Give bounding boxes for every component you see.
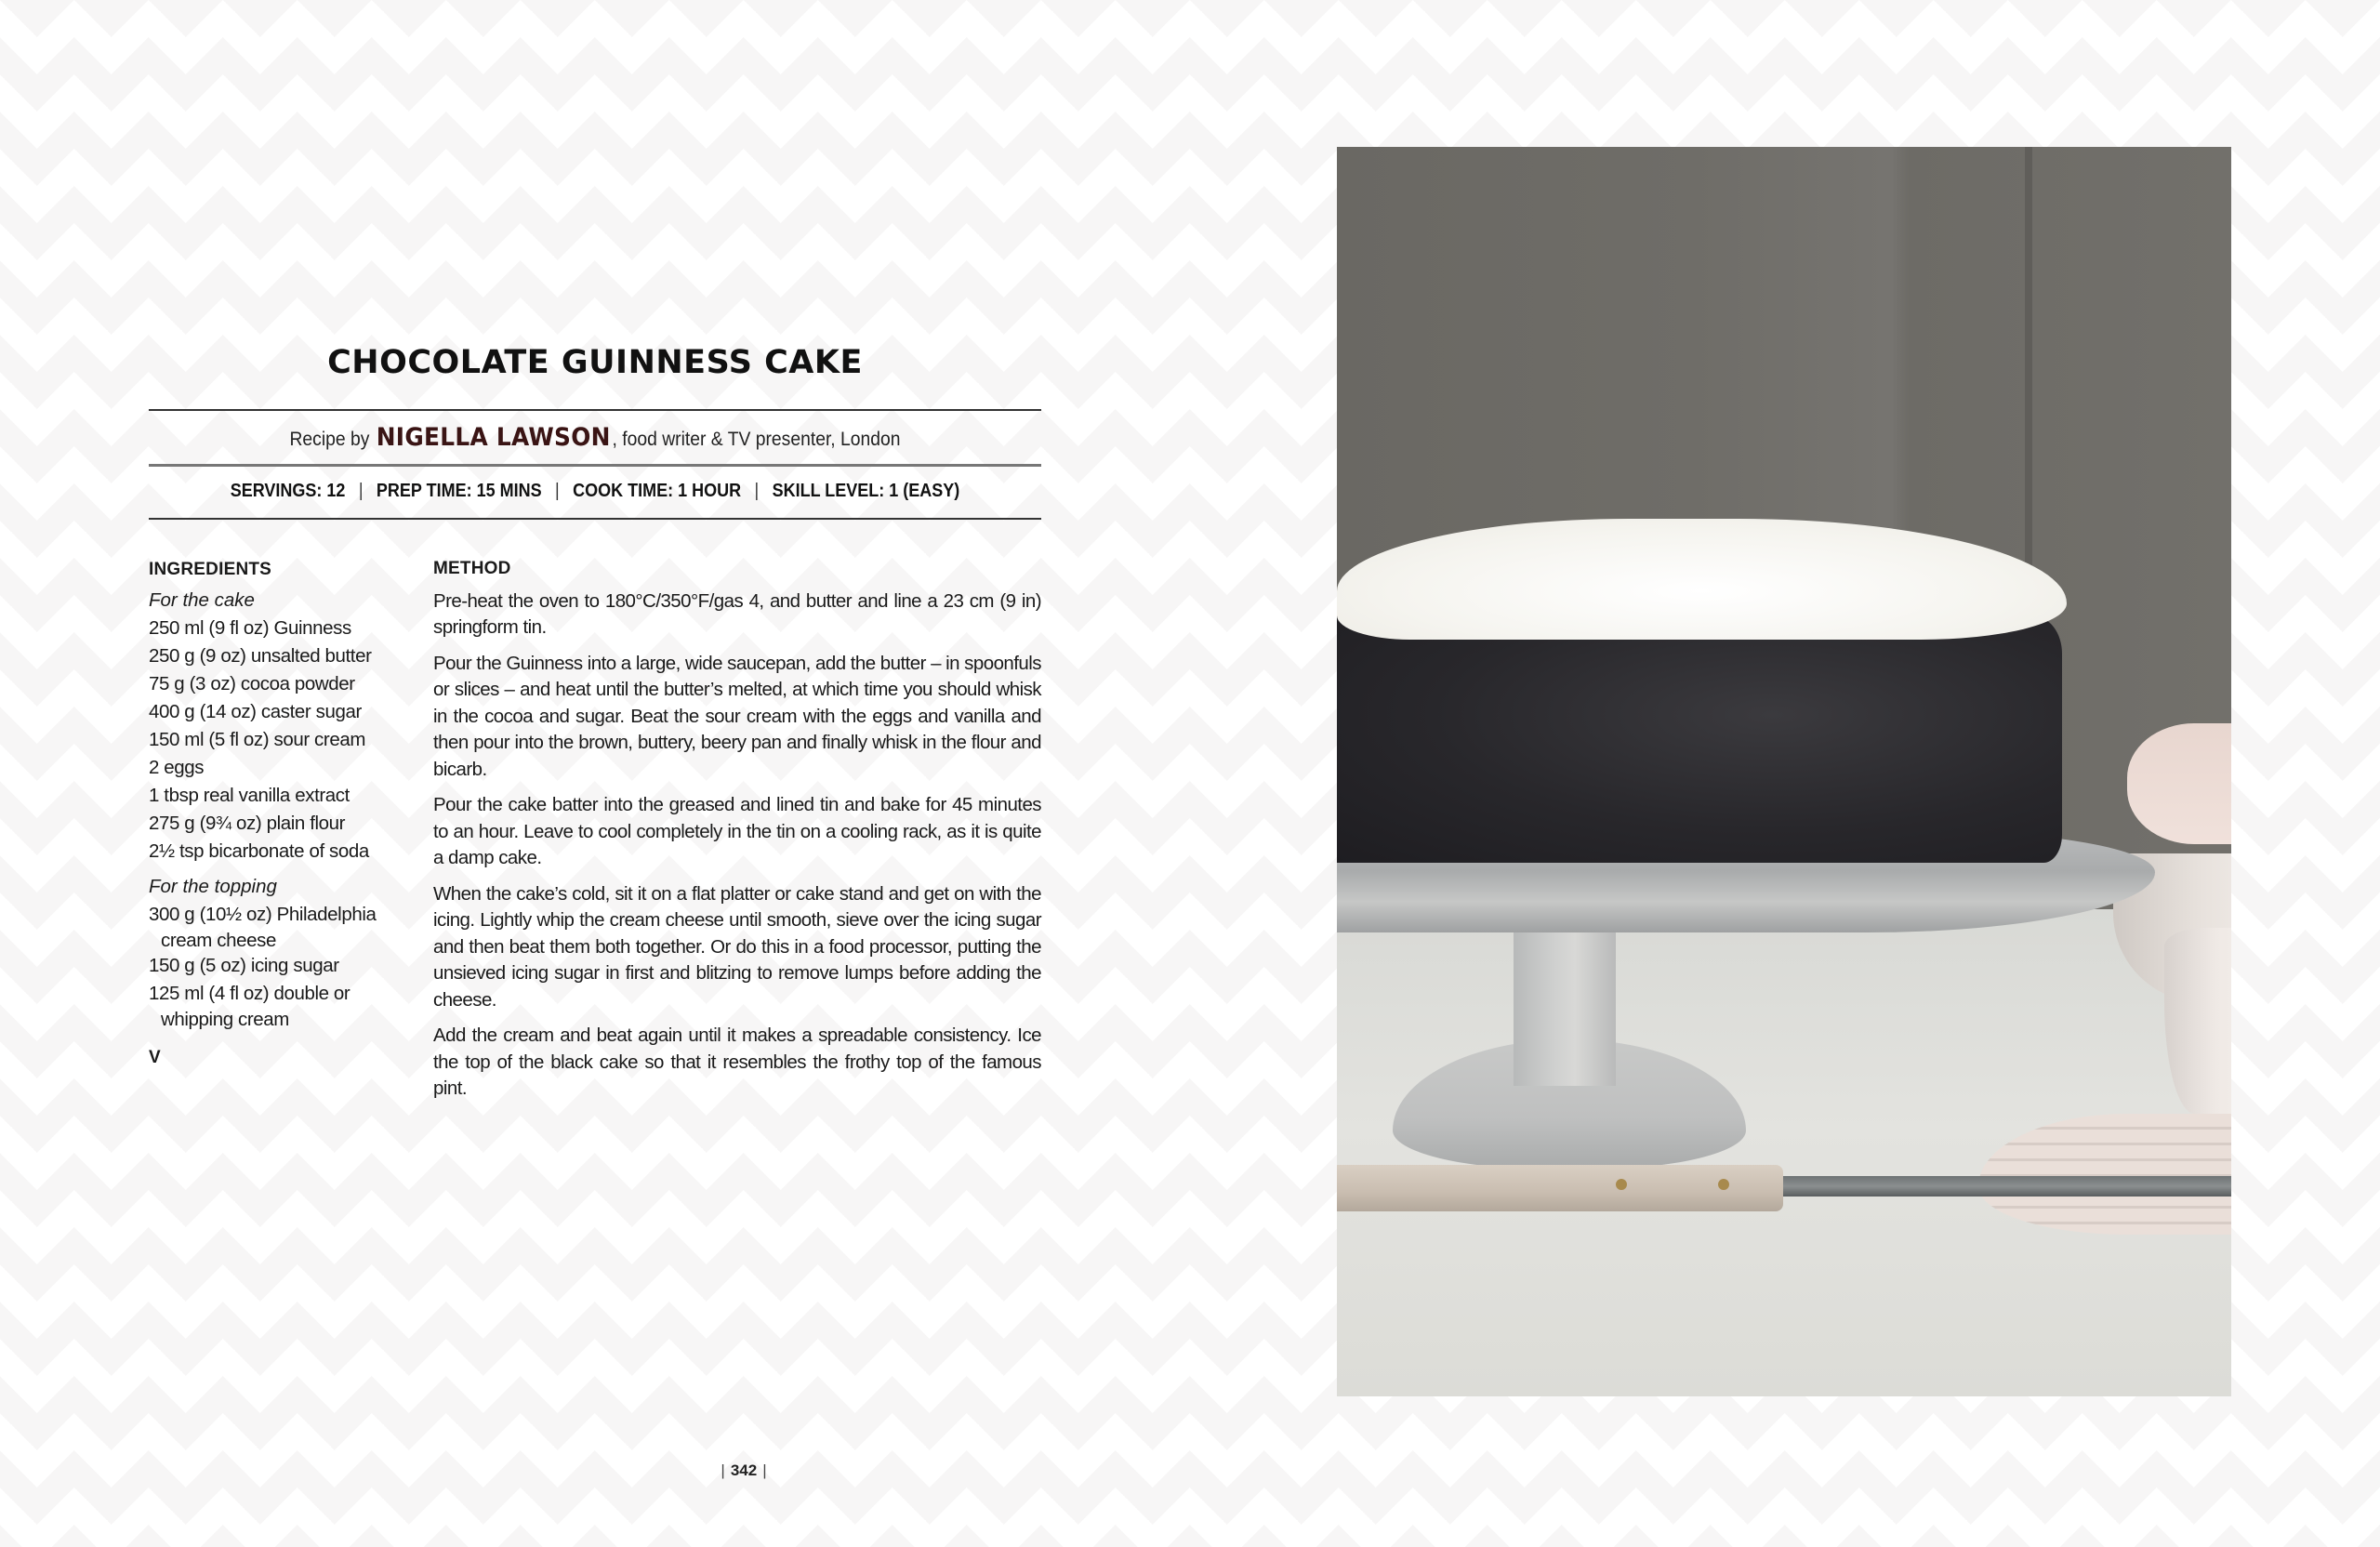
spacer: [149, 866, 409, 873]
page-number: [707, 1461, 781, 1480]
photo-chocolate-cake: [1337, 616, 2062, 863]
cake-photo: [1337, 147, 2231, 1396]
servings: SERVINGS: 12: [230, 481, 346, 501]
recipe-title: CHOCOLATE GUINNESS CAKE: [327, 344, 863, 381]
ingredient-item: 275 g (9¾ oz) plain flour: [149, 813, 346, 834]
divider-top: [149, 409, 1041, 411]
method-section: [433, 556, 1041, 1112]
photo-cake-stand-stem: [1514, 928, 1616, 1086]
recipe-byline: [184, 423, 1005, 452]
ingredient-item: 250 g (9 oz) unsalted butter: [149, 645, 372, 667]
meta-separator: |: [358, 481, 364, 501]
page-number-value: 342: [730, 1461, 758, 1479]
ingredient-item: 1 tbsp real vanilla extract: [149, 785, 350, 806]
vegetarian-mark: V: [149, 1048, 161, 1067]
skill-level: SKILL LEVEL: 1 (EASY): [772, 481, 960, 501]
ingredient-item: [149, 980, 409, 1031]
byline-suffix: , food writer & TV presenter, London: [612, 429, 901, 450]
ingredient-item: 400 g (14 oz) caster sugar: [149, 701, 362, 722]
photo-knife-handle: [1337, 1165, 1783, 1211]
method-step: Pour the Guinness into a large, wide saucepan, add the butter – in spoonfuls or slices – and heat until the butter’s melted, at which time you should whisk in the cocoa and sugar. Beat the sour cream with the eggs and vanilla and then pour into the brown, buttery, beery pan and finally whisk in the flour and bicarb.: [433, 652, 1041, 780]
topping-subheading: For the topping: [149, 876, 277, 897]
method-step: When the cake’s cold, sit it on a flat platter or cake stand and get on with the icing. Lightly whip the cream cheese until smooth, sieve over the icing sugar and then beat them both together. Or do this in a food processor, putting the unsieved icing sugar in first and blitzing to remove lumps before adding the cheese.: [433, 882, 1041, 1011]
meta-separator: |: [555, 481, 560, 501]
method-heading: METHOD: [433, 559, 511, 578]
cake-subheading: For the cake: [149, 589, 255, 611]
method-step: Pre-heat the oven to 180°C/350°F/gas 4, and butter and line a 23 cm (9 in) springform tin.: [433, 589, 1041, 638]
method-step: Add the cream and beat again until it makes a spreadable consistency. Ice the top of the black cake so that it resembles the frothy top of the famous pint.: [433, 1025, 1041, 1099]
meta-separator: |: [754, 481, 760, 501]
recipe-page: [149, 0, 1041, 1547]
ingredient-item: 250 ml (9 fl oz) Guinness: [149, 617, 351, 639]
ingredient-item: 2½ tsp bicarbonate of soda: [149, 840, 369, 862]
ingredient-line-continued: whipping cream: [161, 1009, 289, 1030]
ingredient-line: 125 ml (4 fl oz) double or: [149, 983, 350, 1004]
page-number-bar: |: [721, 1461, 725, 1479]
method-step: Pour the cake batter into the greased and lined tin and bake for 45 minutes to an hour. Leave to cool completely in the tin on a cooling rack, as it is quite a damp cake.: [433, 794, 1041, 868]
recipe-meta: [193, 481, 997, 502]
ingredients-section: [149, 556, 409, 1072]
ingredient-item: 150 ml (5 fl oz) sour cream: [149, 729, 365, 750]
ingredient-item: 75 g (3 oz) cocoa powder: [149, 673, 355, 694]
ingredient-item: 2 eggs: [149, 757, 205, 778]
byline-prefix: Recipe by: [289, 429, 370, 450]
divider-bottom: [149, 518, 1041, 520]
ingredient-item: 150 g (5 oz) icing sugar: [149, 955, 339, 976]
ingredient-item: [149, 901, 409, 952]
photo-knife-rivet: [1616, 1179, 1627, 1190]
photo-cup: [2164, 928, 2231, 1114]
ingredients-heading: INGREDIENTS: [149, 560, 272, 579]
cook-time: COOK TIME: 1 HOUR: [573, 481, 742, 501]
author-name: NIGELLA LAWSON: [376, 423, 611, 452]
page-number-bar: |: [762, 1461, 767, 1479]
ingredient-line-continued: cream cheese: [161, 930, 276, 951]
photo-knife-blade: [1783, 1176, 2231, 1197]
divider-middle: [149, 464, 1041, 467]
prep-time: PREP TIME: 15 MINS: [376, 481, 542, 501]
ingredient-line: 300 g (10½ oz) Philadelphia: [149, 904, 377, 925]
photo-knife-rivet: [1718, 1179, 1729, 1190]
